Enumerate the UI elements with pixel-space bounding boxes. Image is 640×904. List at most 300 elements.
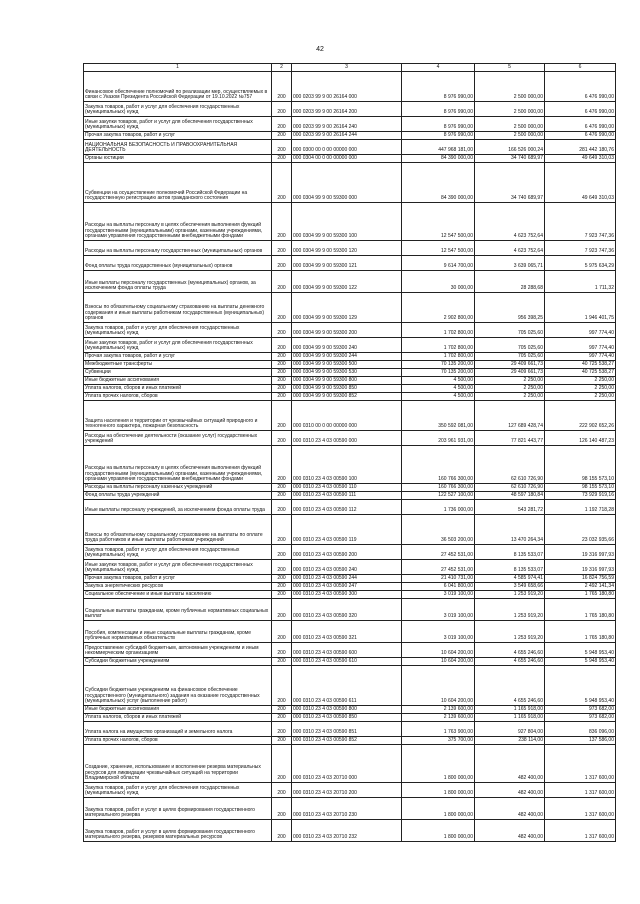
row-remaining-amount-cell: 973 682,00 — [545, 714, 616, 722]
row-remaining-amount-cell: 1 317 600,00 — [545, 820, 616, 842]
row-code-cell: 200 — [272, 401, 292, 431]
table-row — [84, 714, 616, 722]
row-classification-cell: 000 0310 23 4 03 00590 851 — [292, 722, 402, 737]
row-name-cell: НАЦИОНАЛЬНАЯ БЕЗОПАСНОСТЬ И ПРАВООХРАНИТЕЛЬНАЯ ДЕЯТЕЛЬНОСТЬ — [84, 140, 272, 155]
row-remaining-amount-cell: 7 923 747,36 — [545, 203, 616, 241]
row-name-cell: Иные выплаты персоналу государственных (муниципальных) органов, за исключением фонда оплаты труда — [84, 271, 272, 293]
row-name-cell: Расходы на выплаты персоналу в целях обеспечения выполнения функций государственными (муниципальными) органами, казенными учреждениями, органами управления государственными внебюджетными фондами — [84, 203, 272, 241]
table-row — [84, 515, 616, 545]
row-name-cell: Иные бюджетные ассигнования — [84, 706, 272, 714]
row-code-cell: 200 — [272, 323, 292, 338]
row-remaining-amount-cell: 5 948 953,40 — [545, 666, 616, 706]
table-row — [84, 377, 616, 385]
row-code-cell: 200 — [272, 256, 292, 271]
row-approved-amount-cell: 36 503 200,00 — [402, 515, 475, 545]
row-executed-amount-cell: 8 135 533,07 — [475, 545, 545, 560]
table-row — [84, 599, 616, 621]
row-approved-amount-cell: 4 500,00 — [402, 385, 475, 393]
table-row — [84, 545, 616, 560]
row-executed-amount-cell: 482 400,00 — [475, 783, 545, 798]
row-code-cell: 200 — [272, 241, 292, 256]
row-classification-cell: 000 0304 99 9 00 59300 129 — [292, 293, 402, 323]
row-code-cell: 200 — [272, 353, 292, 361]
row-approved-amount-cell: 2 902 800,00 — [402, 293, 475, 323]
row-approved-amount-cell: 30 000,00 — [402, 271, 475, 293]
row-approved-amount-cell: 10 604 200,00 — [402, 643, 475, 658]
row-remaining-amount-cell: 1 765 180,80 — [545, 591, 616, 599]
row-name-cell: Фонд оплаты труда учреждений — [84, 492, 272, 500]
row-code-cell: 200 — [272, 338, 292, 353]
row-name-cell: Взносы по обязательному социальному страхованию на выплаты по оплате труда работников и иные выплаты работникам учреждений — [84, 515, 272, 545]
table-row — [84, 500, 616, 515]
table-row — [84, 323, 616, 338]
table-row — [84, 583, 616, 591]
row-name-cell: Иные закупки товаров, работ и услуг для обеспечения государственных (муниципальных) нужд — [84, 338, 272, 353]
row-classification-cell: 000 0310 23 4 03 00590 852 — [292, 737, 402, 745]
row-executed-amount-cell: 62 610 726,90 — [475, 484, 545, 492]
row-remaining-amount-cell: 973 682,00 — [545, 706, 616, 714]
row-name-cell: Органы юстиции — [84, 155, 272, 163]
row-executed-amount-cell: 62 610 726,90 — [475, 446, 545, 484]
table-row — [84, 666, 616, 706]
table-row — [84, 361, 616, 369]
header-cell: 2 — [272, 64, 292, 72]
row-name-cell: Иные закупки товаров, работ и услуг для обеспечения государственных (муниципальных) нужд — [84, 117, 272, 132]
row-name-cell: Фонд оплаты труда государственных (муниципальных) органов — [84, 256, 272, 271]
row-remaining-amount-cell: 6 476 990,00 — [545, 102, 616, 117]
row-approved-amount-cell: 1 800 000,00 — [402, 820, 475, 842]
row-classification-cell: 000 0310 23 4 03 00590 800 — [292, 706, 402, 714]
row-name-cell: Финансовое обеспечение полномочий по реализации мер, осуществляемых в связи с Указом Президента Российской Федерации от 19.10.2022 №757 — [84, 72, 272, 102]
row-remaining-amount-cell: 1 317 600,00 — [545, 798, 616, 820]
row-name-cell: Закупка товаров, работ и услуг в целях формирования государственного материального резерва — [84, 798, 272, 820]
row-classification-cell: 000 0310 23 4 03 20710 200 — [292, 783, 402, 798]
row-remaining-amount-cell: 2 492 141,34 — [545, 583, 616, 591]
row-classification-cell: 000 0203 99 9 00 26164 244 — [292, 132, 402, 140]
row-approved-amount-cell: 12 547 500,00 — [402, 203, 475, 241]
row-remaining-amount-cell: 997 774,40 — [545, 353, 616, 361]
row-classification-cell: 000 0310 23 4 03 00590 100 — [292, 446, 402, 484]
row-classification-cell: 000 0304 99 9 00 59300 244 — [292, 353, 402, 361]
row-code-cell: 200 — [272, 658, 292, 666]
table-row — [84, 393, 616, 401]
table-row — [84, 722, 616, 737]
row-name-cell: Закупка товаров, работ и услуг для обеспечения государственных (муниципальных) нужд — [84, 545, 272, 560]
row-approved-amount-cell: 84 390 000,00 — [402, 163, 475, 203]
header-cell: 6 — [545, 64, 616, 72]
row-name-cell: Пособия, компенсации и иные социальные выплаты гражданам, кроме публичных нормативных обязательств — [84, 621, 272, 643]
row-classification-cell: 000 0310 23 4 03 00590 110 — [292, 484, 402, 492]
table-row — [84, 102, 616, 117]
row-executed-amount-cell: 4 655 246,60 — [475, 666, 545, 706]
row-remaining-amount-cell: 1 946 401,75 — [545, 293, 616, 323]
row-name-cell: Иные закупки товаров, работ и услуг для обеспечения государственных (муниципальных) нужд — [84, 560, 272, 575]
row-classification-cell: 000 0310 23 4 03 00590 320 — [292, 599, 402, 621]
row-remaining-amount-cell: 997 774,40 — [545, 338, 616, 353]
row-approved-amount-cell: 447 968 181,00 — [402, 140, 475, 155]
row-name-cell: Защита населения и территории от чрезвычайных ситуаций природного и техногенного характера, пожарная безопасность — [84, 401, 272, 431]
row-name-cell: Закупка товаров, работ и услуг для обеспечения государственных (муниципальных) нужд — [84, 783, 272, 798]
table-row — [84, 575, 616, 583]
row-classification-cell: 000 0310 23 4 03 00590 247 — [292, 583, 402, 591]
row-name-cell: Расходы на обеспечение деятельности (оказание услуг) государственных учреждений — [84, 431, 272, 446]
row-classification-cell: 000 0304 99 9 00 59300 122 — [292, 271, 402, 293]
row-name-cell: Расходы на выплаты персоналу в целях обеспечения выполнения функций государственными (муниципальными) органами, казенными учреждениями, органами управления государственными внебюджетными фондами — [84, 446, 272, 484]
row-classification-cell: 000 0300 00 0 00 00000 000 — [292, 140, 402, 155]
row-code-cell: 200 — [272, 369, 292, 377]
row-executed-amount-cell: 29 409 661,73 — [475, 369, 545, 377]
row-classification-cell: 000 0310 23 4 03 00590 200 — [292, 545, 402, 560]
row-remaining-amount-cell: 16 824 756,59 — [545, 575, 616, 583]
row-remaining-amount-cell: 7 923 747,36 — [545, 241, 616, 256]
row-remaining-amount-cell: 1 317 600,00 — [545, 745, 616, 783]
row-classification-cell: 000 0310 23 4 03 20710 230 — [292, 798, 402, 820]
row-code-cell: 200 — [272, 560, 292, 575]
row-approved-amount-cell: 3 019 100,00 — [402, 591, 475, 599]
row-code-cell: 200 — [272, 271, 292, 293]
row-classification-cell: 000 0310 23 4 03 00590 244 — [292, 575, 402, 583]
row-remaining-amount-cell: 2 250,00 — [545, 385, 616, 393]
row-remaining-amount-cell: 1 317 600,00 — [545, 783, 616, 798]
row-approved-amount-cell: 8 976 990,00 — [402, 72, 475, 102]
row-name-cell: Предоставление субсидий бюджетным, автономным учреждениям и иным некоммерческим организациям — [84, 643, 272, 658]
row-name-cell: Уплата прочих налогов, сборов — [84, 737, 272, 745]
row-code-cell: 200 — [272, 102, 292, 117]
row-remaining-amount-cell: 5 975 634,29 — [545, 256, 616, 271]
row-classification-cell: 000 0304 00 0 00 00000 000 — [292, 155, 402, 163]
row-code-cell: 200 — [272, 492, 292, 500]
row-executed-amount-cell: 1 253 919,20 — [475, 591, 545, 599]
row-classification-cell: 000 0310 23 4 03 00590 000 — [292, 431, 402, 446]
row-approved-amount-cell: 10 604 200,00 — [402, 666, 475, 706]
row-executed-amount-cell: 28 288,68 — [475, 271, 545, 293]
row-code-cell: 200 — [272, 714, 292, 722]
row-executed-amount-cell: 13 470 264,34 — [475, 515, 545, 545]
row-remaining-amount-cell: 1 765 180,80 — [545, 599, 616, 621]
row-classification-cell: 000 0304 99 9 00 59300 850 — [292, 385, 402, 393]
row-name-cell: Социальное обеспечение и иные выплаты населению — [84, 591, 272, 599]
row-executed-amount-cell: 166 526 000,24 — [475, 140, 545, 155]
row-executed-amount-cell: 2 500 000,00 — [475, 72, 545, 102]
table-row — [84, 203, 616, 241]
row-name-cell: Иные бюджетные ассигнования — [84, 377, 272, 385]
row-approved-amount-cell: 12 547 500,00 — [402, 241, 475, 256]
row-executed-amount-cell: 2 250,00 — [475, 377, 545, 385]
row-executed-amount-cell: 4 623 752,64 — [475, 203, 545, 241]
row-approved-amount-cell: 4 500,00 — [402, 393, 475, 401]
row-approved-amount-cell: 1 702 800,00 — [402, 338, 475, 353]
row-code-cell: 200 — [272, 377, 292, 385]
row-classification-cell: 000 0203 99 9 00 26164 240 — [292, 117, 402, 132]
row-approved-amount-cell: 160 766 300,00 — [402, 484, 475, 492]
row-executed-amount-cell: 4 585 974,41 — [475, 575, 545, 583]
row-approved-amount-cell: 1 736 000,00 — [402, 500, 475, 515]
row-executed-amount-cell: 1 253 919,20 — [475, 599, 545, 621]
row-approved-amount-cell: 2 139 600,00 — [402, 706, 475, 714]
row-approved-amount-cell: 1 800 000,00 — [402, 798, 475, 820]
row-classification-cell: 000 0310 23 4 03 00590 119 — [292, 515, 402, 545]
row-approved-amount-cell: 6 041 800,00 — [402, 583, 475, 591]
table-row — [84, 798, 616, 820]
row-executed-amount-cell: 34 740 689,97 — [475, 163, 545, 203]
row-executed-amount-cell: 2 250,00 — [475, 385, 545, 393]
row-code-cell: 200 — [272, 446, 292, 484]
table-row — [84, 783, 616, 798]
row-remaining-amount-cell: 6 476 990,00 — [545, 72, 616, 102]
header-cell: 4 — [402, 64, 475, 72]
row-approved-amount-cell: 375 700,00 — [402, 737, 475, 745]
row-classification-cell: 000 0310 23 4 03 20710 000 — [292, 745, 402, 783]
row-executed-amount-cell: 705 025,60 — [475, 338, 545, 353]
row-executed-amount-cell: 482 400,00 — [475, 798, 545, 820]
row-classification-cell: 000 0310 23 4 03 00590 610 — [292, 658, 402, 666]
row-name-cell: Уплата налога на имущество организаций и земельного налога — [84, 722, 272, 737]
row-code-cell: 200 — [272, 117, 292, 132]
row-approved-amount-cell: 1 763 900,00 — [402, 722, 475, 737]
row-executed-amount-cell: 1 165 918,00 — [475, 714, 545, 722]
row-executed-amount-cell: 543 281,72 — [475, 500, 545, 515]
row-remaining-amount-cell: 222 902 652,26 — [545, 401, 616, 431]
row-approved-amount-cell: 84 390 000,00 — [402, 155, 475, 163]
row-name-cell: Субсидии бюджетным учреждениям — [84, 658, 272, 666]
row-approved-amount-cell: 2 139 600,00 — [402, 714, 475, 722]
row-remaining-amount-cell: 6 476 990,00 — [545, 132, 616, 140]
row-code-cell: 200 — [272, 706, 292, 714]
row-code-cell: 200 — [272, 820, 292, 842]
table-row — [84, 745, 616, 783]
row-executed-amount-cell: 127 689 428,74 — [475, 401, 545, 431]
row-executed-amount-cell: 482 400,00 — [475, 820, 545, 842]
row-code-cell: 200 — [272, 132, 292, 140]
table-row — [84, 446, 616, 484]
row-code-cell: 200 — [272, 783, 292, 798]
row-remaining-amount-cell: 40 725 538,27 — [545, 361, 616, 369]
row-executed-amount-cell: 2 500 000,00 — [475, 102, 545, 117]
row-classification-cell: 000 0310 00 0 00 00000 000 — [292, 401, 402, 431]
row-remaining-amount-cell: 1 711,32 — [545, 271, 616, 293]
row-remaining-amount-cell: 73 929 919,16 — [545, 492, 616, 500]
row-code-cell: 200 — [272, 737, 292, 745]
row-remaining-amount-cell: 137 586,00 — [545, 737, 616, 745]
row-executed-amount-cell: 238 114,00 — [475, 737, 545, 745]
table-row — [84, 560, 616, 575]
row-executed-amount-cell: 2 250,00 — [475, 393, 545, 401]
row-remaining-amount-cell: 1 765 180,80 — [545, 621, 616, 643]
row-name-cell: Субсидии бюджетным учреждениям на финансовое обеспечение государственного (муниципального) задания на оказание государственных (муниципальных) услуг (выполнение работ) — [84, 666, 272, 706]
row-approved-amount-cell: 350 592 081,00 — [402, 401, 475, 431]
row-classification-cell: 000 0304 99 9 00 59300 240 — [292, 338, 402, 353]
row-classification-cell: 000 0310 23 4 03 00590 240 — [292, 560, 402, 575]
row-classification-cell: 000 0304 99 9 00 59300 852 — [292, 393, 402, 401]
budget-execution-table — [83, 63, 616, 842]
row-classification-cell: 000 0310 23 4 03 00590 111 — [292, 492, 402, 500]
row-approved-amount-cell: 1 702 800,00 — [402, 353, 475, 361]
row-code-cell: 200 — [272, 385, 292, 393]
table-row — [84, 293, 616, 323]
row-remaining-amount-cell: 5 948 953,40 — [545, 658, 616, 666]
row-name-cell: Межбюджетные трансферты — [84, 361, 272, 369]
row-name-cell: Закупка товаров, работ и услуг для обеспечения государственных (муниципальных) нужд — [84, 102, 272, 117]
row-code-cell: 200 — [272, 545, 292, 560]
row-executed-amount-cell: 2 500 000,00 — [475, 117, 545, 132]
row-code-cell: 200 — [272, 361, 292, 369]
header-cell: 5 — [475, 64, 545, 72]
row-classification-cell: 000 0304 99 9 00 59300 000 — [292, 163, 402, 203]
row-classification-cell: 000 0304 99 9 00 59300 200 — [292, 323, 402, 338]
row-code-cell: 200 — [272, 666, 292, 706]
row-code-cell: 200 — [272, 722, 292, 737]
row-remaining-amount-cell: 49 649 310,03 — [545, 163, 616, 203]
row-executed-amount-cell: 956 398,25 — [475, 293, 545, 323]
row-executed-amount-cell: 4 655 246,60 — [475, 643, 545, 658]
row-executed-amount-cell: 4 623 752,64 — [475, 241, 545, 256]
table-row — [84, 256, 616, 271]
table-row — [84, 484, 616, 492]
table-row — [84, 492, 616, 500]
table-row — [84, 401, 616, 431]
row-approved-amount-cell: 160 766 300,00 — [402, 446, 475, 484]
row-approved-amount-cell: 70 135 200,00 — [402, 369, 475, 377]
row-remaining-amount-cell: 98 155 573,10 — [545, 446, 616, 484]
row-approved-amount-cell: 8 976 990,00 — [402, 102, 475, 117]
header-cell: 1 — [84, 64, 272, 72]
table-row — [84, 353, 616, 361]
row-approved-amount-cell: 4 500,00 — [402, 377, 475, 385]
row-code-cell: 200 — [272, 293, 292, 323]
row-remaining-amount-cell: 2 250,00 — [545, 393, 616, 401]
row-name-cell: Прочая закупка товаров, работ и услуг — [84, 132, 272, 140]
row-executed-amount-cell: 482 400,00 — [475, 745, 545, 783]
table-row — [84, 737, 616, 745]
row-name-cell: Закупка энергетических ресурсов — [84, 583, 272, 591]
row-name-cell: Субвенции на осуществление полномочий Российской Федерации на государственную регистрацию актов гражданского состояния — [84, 163, 272, 203]
row-code-cell: 200 — [272, 798, 292, 820]
row-remaining-amount-cell: 19 316 997,93 — [545, 545, 616, 560]
row-approved-amount-cell: 9 614 700,00 — [402, 256, 475, 271]
row-remaining-amount-cell: 126 140 487,23 — [545, 431, 616, 446]
table-row — [84, 820, 616, 842]
row-executed-amount-cell: 3 549 658,66 — [475, 583, 545, 591]
row-classification-cell: 000 0310 23 4 03 00590 321 — [292, 621, 402, 643]
row-approved-amount-cell: 203 961 931,00 — [402, 431, 475, 446]
row-remaining-amount-cell: 5 948 953,40 — [545, 643, 616, 658]
row-code-cell: 200 — [272, 484, 292, 492]
row-code-cell: 200 — [272, 575, 292, 583]
table-row — [84, 385, 616, 393]
row-name-cell: Закупка товаров, работ и услуг для обеспечения государственных (муниципальных) нужд — [84, 323, 272, 338]
row-remaining-amount-cell: 2 250,00 — [545, 377, 616, 385]
row-executed-amount-cell: 705 025,60 — [475, 323, 545, 338]
row-executed-amount-cell: 34 740 689,97 — [475, 155, 545, 163]
table-row — [84, 72, 616, 102]
row-name-cell: Социальные выплаты гражданам, кроме публичных нормативных социальных выплат — [84, 599, 272, 621]
row-executed-amount-cell: 48 597 180,84 — [475, 492, 545, 500]
row-classification-cell: 000 0310 23 4 03 00590 300 — [292, 591, 402, 599]
row-approved-amount-cell: 122 527 100,00 — [402, 492, 475, 500]
row-classification-cell: 000 0304 99 9 00 59300 800 — [292, 377, 402, 385]
row-name-cell: Прочая закупка товаров, работ и услуг — [84, 353, 272, 361]
row-executed-amount-cell: 29 409 661,73 — [475, 361, 545, 369]
row-remaining-amount-cell: 19 316 997,93 — [545, 560, 616, 575]
row-approved-amount-cell: 8 976 990,00 — [402, 117, 475, 132]
row-classification-cell: 000 0304 99 9 00 59300 121 — [292, 256, 402, 271]
table-row — [84, 621, 616, 643]
row-classification-cell: 000 0304 99 9 00 59300 500 — [292, 361, 402, 369]
table-row — [84, 338, 616, 353]
row-classification-cell: 000 0304 99 9 00 59300 120 — [292, 241, 402, 256]
row-name-cell: Создание, хранение, использование и восполнение резерва материальных ресурсов для ликвидации чрезвычайных ситуаций на территории Владимирской области — [84, 745, 272, 783]
row-classification-cell: 000 0203 99 9 00 26164 000 — [292, 72, 402, 102]
row-code-cell: 200 — [272, 583, 292, 591]
table-row — [84, 155, 616, 163]
row-name-cell: Закупка товаров, работ и услуг в целях формирования государственного материального резерва, резервов материальных ресурсов — [84, 820, 272, 842]
header-cell: 3 — [292, 64, 402, 72]
row-remaining-amount-cell: 6 476 990,00 — [545, 117, 616, 132]
row-classification-cell: 000 0310 23 4 03 20710 232 — [292, 820, 402, 842]
row-code-cell: 200 — [272, 745, 292, 783]
row-classification-cell: 000 0310 23 4 03 00590 850 — [292, 714, 402, 722]
table-row — [84, 643, 616, 658]
table-row — [84, 132, 616, 140]
row-code-cell: 200 — [272, 72, 292, 102]
row-approved-amount-cell: 70 135 200,00 — [402, 361, 475, 369]
table-row — [84, 431, 616, 446]
table-row — [84, 117, 616, 132]
row-remaining-amount-cell: 1 192 718,28 — [545, 500, 616, 515]
row-approved-amount-cell: 21 410 731,00 — [402, 575, 475, 583]
table-header-row — [84, 64, 616, 72]
row-approved-amount-cell: 3 019 100,00 — [402, 599, 475, 621]
row-code-cell: 200 — [272, 431, 292, 446]
row-code-cell: 200 — [272, 591, 292, 599]
row-classification-cell: 000 0203 99 9 00 26164 200 — [292, 102, 402, 117]
table-row — [84, 163, 616, 203]
row-executed-amount-cell: 1 253 919,20 — [475, 621, 545, 643]
row-classification-cell: 000 0310 23 4 03 00590 112 — [292, 500, 402, 515]
row-name-cell: Субвенции — [84, 369, 272, 377]
row-approved-amount-cell: 8 976 990,00 — [402, 132, 475, 140]
row-executed-amount-cell: 705 025,60 — [475, 353, 545, 361]
row-code-cell: 200 — [272, 163, 292, 203]
row-code-cell: 200 — [272, 643, 292, 658]
table-row — [84, 271, 616, 293]
row-approved-amount-cell: 1 702 800,00 — [402, 323, 475, 338]
row-executed-amount-cell: 2 500 000,00 — [475, 132, 545, 140]
row-code-cell: 200 — [272, 621, 292, 643]
row-approved-amount-cell: 10 604 200,00 — [402, 658, 475, 666]
row-code-cell: 200 — [272, 515, 292, 545]
row-name-cell: Иные выплаты персоналу учреждений, за исключением фонда оплаты труда — [84, 500, 272, 515]
row-remaining-amount-cell: 49 649 310,03 — [545, 155, 616, 163]
page-number: 42 — [316, 46, 324, 53]
row-code-cell: 200 — [272, 500, 292, 515]
row-name-cell: Прочая закупка товаров, работ и услуг — [84, 575, 272, 583]
row-remaining-amount-cell: 836 096,00 — [545, 722, 616, 737]
table-row — [84, 241, 616, 256]
row-classification-cell: 000 0304 99 9 00 59300 530 — [292, 369, 402, 377]
row-remaining-amount-cell: 997 774,40 — [545, 323, 616, 338]
table-row — [84, 140, 616, 155]
row-executed-amount-cell: 8 135 533,07 — [475, 560, 545, 575]
row-remaining-amount-cell: 40 725 538,27 — [545, 369, 616, 377]
row-executed-amount-cell: 77 821 443,77 — [475, 431, 545, 446]
row-approved-amount-cell: 1 800 000,00 — [402, 783, 475, 798]
table-row — [84, 591, 616, 599]
row-executed-amount-cell: 4 655 246,60 — [475, 658, 545, 666]
row-name-cell: Расходы на выплаты персоналу казенных учреждений — [84, 484, 272, 492]
table-row — [84, 706, 616, 714]
row-approved-amount-cell: 27 452 531,00 — [402, 560, 475, 575]
